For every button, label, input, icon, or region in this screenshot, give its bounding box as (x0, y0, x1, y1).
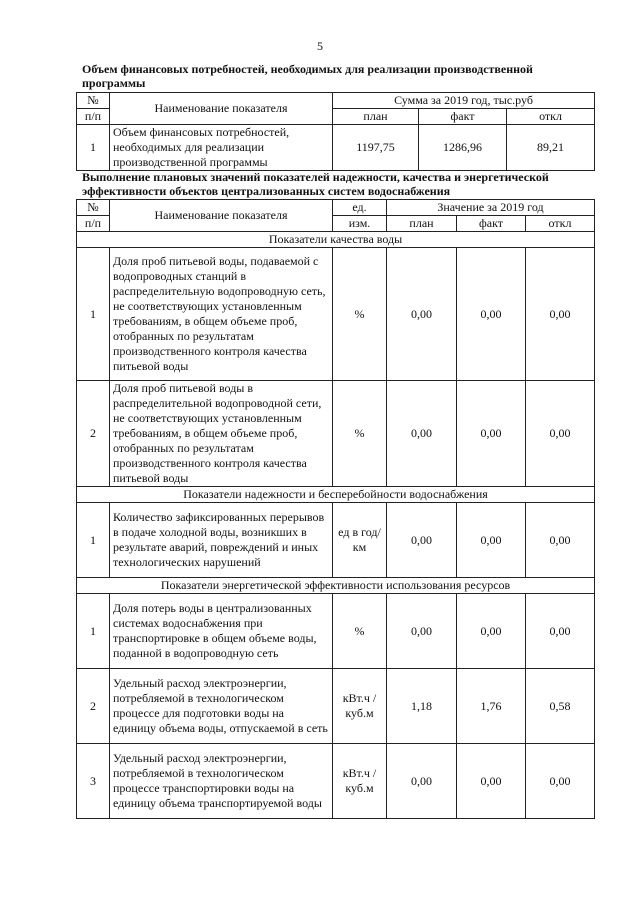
fact-value: 0,00 (457, 594, 526, 669)
group-title-reliability: Показатели надежности и бесперебойности водоснабжения (77, 487, 595, 503)
plan-value: 0,00 (387, 744, 457, 819)
table-row (77, 503, 595, 578)
plan-value: 0,00 (387, 248, 457, 381)
deviation-value: 0,58 (526, 669, 595, 744)
plan-value: 1197,75 (333, 125, 419, 171)
fact-value: 1,76 (457, 669, 526, 744)
deviation-value: 0,00 (526, 248, 595, 381)
sum-header: Сумма за 2019 год, тыс.руб (333, 93, 595, 109)
name-header: Наименование показателя (110, 93, 333, 125)
deviation-header: откл (526, 216, 595, 232)
row-number: 1 (77, 503, 110, 578)
plan-value: 1,18 (387, 669, 457, 744)
plan-header: план (387, 216, 457, 232)
unit-value: кВт.ч / куб.м (333, 744, 387, 819)
fact-header: факт (457, 216, 526, 232)
performance-table (76, 199, 595, 819)
fact-value: 1286,96 (419, 125, 507, 171)
plan-value: 0,00 (387, 594, 457, 669)
deviation-value: 0,00 (526, 744, 595, 819)
performance-title: Выполнение плановых значений показателей надежности, качества и энергетической эффективности объектов централизованных систем водоснабжения (82, 170, 549, 198)
unit-header-bottom: изм. (333, 216, 387, 232)
plan-header: план (333, 109, 419, 125)
table-row (77, 594, 595, 669)
name-header: Наименование показателя (110, 200, 333, 232)
unit-value: кВт.ч / куб.м (333, 669, 387, 744)
table-row (77, 381, 595, 487)
row-number: 2 (77, 669, 110, 744)
unit-value: % (333, 381, 387, 487)
deviation-value: 89,21 (507, 125, 595, 171)
deviation-value: 0,00 (526, 594, 595, 669)
row-number: 2 (77, 381, 110, 487)
unit-value: % (333, 594, 387, 669)
num-header-bottom: п/п (77, 216, 110, 232)
unit-header-top: ед. (333, 200, 387, 216)
indicator-name: Доля потерь воды в централизованных системах водоснабжения при транспортировке в общем объеме воды, поданной в водопроводную сеть (110, 594, 333, 669)
table-row (77, 125, 595, 171)
indicator-name: Количество зафиксированных перерывов в подаче холодной воды, возникших в результате аварий, повреждений и иных технологических нарушений (110, 503, 333, 578)
indicator-name: Удельный расход электроэнергии, потребляемой в технологическом процессе транспортировки воды на единицу объема транспортируемой воды (110, 744, 333, 819)
unit-value: ед в год/ км (333, 503, 387, 578)
deviation-value: 0,00 (526, 503, 595, 578)
indicator-name: Объем финансовых потребностей, необходимых для реализации производственной программы (110, 125, 333, 171)
page-number: 5 (317, 39, 323, 53)
row-number: 3 (77, 744, 110, 819)
table-row (77, 744, 595, 819)
deviation-header: откл (507, 109, 595, 125)
plan-value: 0,00 (387, 381, 457, 487)
deviation-value: 0,00 (526, 381, 595, 487)
fact-header: факт (419, 109, 507, 125)
num-header-top: № (77, 93, 110, 109)
unit-value: % (333, 248, 387, 381)
fact-value: 0,00 (457, 744, 526, 819)
row-number: 1 (77, 248, 110, 381)
plan-value: 0,00 (387, 503, 457, 578)
table-row (77, 669, 595, 744)
group-title-efficiency: Показатели энергетической эффективности использования ресурсов (77, 578, 595, 594)
financial-needs-table (76, 92, 595, 171)
fact-value: 0,00 (457, 381, 526, 487)
num-header-bottom: п/п (77, 109, 110, 125)
indicator-name: Доля проб питьевой воды, подаваемой с водопроводных станций в распределительную водопроводную сеть, не соответствующих установленным требованиям, в общем объеме проб, отобранных по результатам производственного контроля качества питьевой воды (110, 248, 333, 381)
fact-value: 0,00 (457, 503, 526, 578)
financial-needs-title: Объем финансовых потребностей, необходимых для реализации производственной программы (82, 62, 533, 90)
table-row (77, 248, 595, 381)
group-title-quality: Показатели качества воды (77, 232, 595, 248)
row-number: 1 (77, 594, 110, 669)
fact-value: 0,00 (457, 248, 526, 381)
row-number: 1 (77, 125, 110, 171)
value-header: Значение за 2019 год (387, 200, 595, 216)
indicator-name: Удельный расход электроэнергии, потребляемой в технологическом процессе для подготовки воды на единицу объема воды, отпускаемой в сеть (110, 669, 333, 744)
num-header-top: № (77, 200, 110, 216)
indicator-name: Доля проб питьевой воды в распределительной водопроводной сети, не соответствующих установленным требованиям, в общем объеме проб, отобранных по результатам производственного контроля качества питьевой воды (110, 381, 333, 487)
